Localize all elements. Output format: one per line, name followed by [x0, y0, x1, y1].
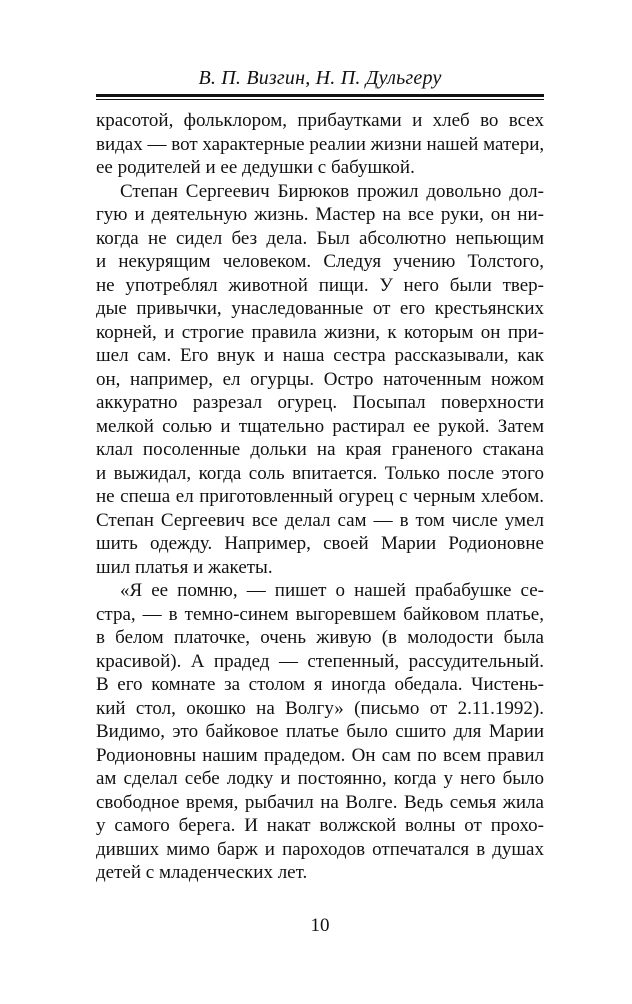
text-line: не спеша ел приготовленный огурец с черным хлебом. — [96, 486, 544, 507]
text-line: и выжидал, когда соль впитается. Только после этого — [96, 462, 544, 484]
text-line: В его комнате за столом я иногда обедала. Чистень- — [96, 674, 544, 695]
text-line: дые привычки, унаследованные от его крестьянских — [96, 298, 544, 319]
text-line: у самого берега. И накат волжской волны от прохо- — [96, 815, 544, 836]
header-rule-thin — [96, 99, 544, 100]
text-line: шил платья и жакеты. — [96, 556, 273, 578]
text-line: не употреблял животной пищи. У него были твер- — [96, 274, 544, 296]
running-head: В. П. Визгин, Н. П. Дульгеру — [198, 67, 442, 89]
text-line: корней, и строгие правила жизни, к которым он при- — [96, 321, 544, 343]
text-line: Степан Сергеевич Бирюков прожил довольно дол- — [120, 180, 544, 202]
text-line: в белом платочке, очень живую (в молодости была — [96, 627, 544, 648]
text-line: когда не сидел без дела. Был абсолютно непьющим — [96, 227, 544, 249]
body-text — [96, 109, 544, 885]
text-line: красотой, фольклором, прибаутками и хлеб во всех — [96, 110, 544, 131]
text-line: гую и деятельную жизнь. Мастер на все руки, он ни- — [96, 204, 544, 225]
text-line: кий стол, окошко на Волгу» (письмо от 2.11.1992). — [96, 697, 544, 719]
page-number: 10 — [310, 915, 330, 936]
text-line: Родионовны нашим прадедом. Он сам по всем правил — [96, 744, 544, 766]
text-line: мелкой солью и тщательно растирал ее рукой. Затем — [96, 415, 544, 437]
text-line: стра, — в темно-синем выгоревшем байковом платье, — [96, 603, 544, 625]
text-line: детей с младенческих лет. — [96, 862, 308, 883]
text-line: он, например, ел огурцы. Остро наточенным ножом — [96, 368, 544, 390]
text-line: Видимо, это байковое платье было сшито для Марии — [96, 721, 544, 742]
paragraph-2 — [96, 180, 544, 580]
text-line: клал посоленные дольки на края граненого стакана — [96, 439, 544, 460]
paragraph-1 — [96, 109, 544, 180]
text-line: «Я ее помню, — пишет о нашей прабабушке се- — [120, 580, 544, 601]
text-line: Степан Сергеевич все делал сам — в том числе умел — [96, 509, 544, 531]
text-line: шел сам. Его внук и наша сестра рассказывали, как — [96, 345, 544, 366]
text-line: аккуратно разрезал огурец. Посыпал поверхности — [96, 392, 544, 413]
text-line: видах — вот характерные реалии жизни нашей матери, — [96, 133, 545, 155]
text-line: красивой). А прадед — степенный, рассудительный. — [96, 650, 544, 672]
text-line: ам сделал себе лодку и постоянно, когда у него было — [96, 768, 544, 789]
text-line: свободное время, рыбачил на Волге. Ведь семья жила — [96, 791, 544, 813]
header-rule-thick — [96, 94, 544, 97]
text-line: ее родителей и ее дедушки с бабушкой. — [96, 157, 415, 178]
text-line: шить одежду. Например, своей Марии Родионовне — [96, 533, 544, 554]
paragraph-3 — [96, 579, 544, 885]
text-line: дивших мимо барж и пароходов отпечатался в душах — [96, 838, 544, 860]
text-line: и некурящим человеком. Следуя учению Толстого, — [96, 251, 544, 272]
